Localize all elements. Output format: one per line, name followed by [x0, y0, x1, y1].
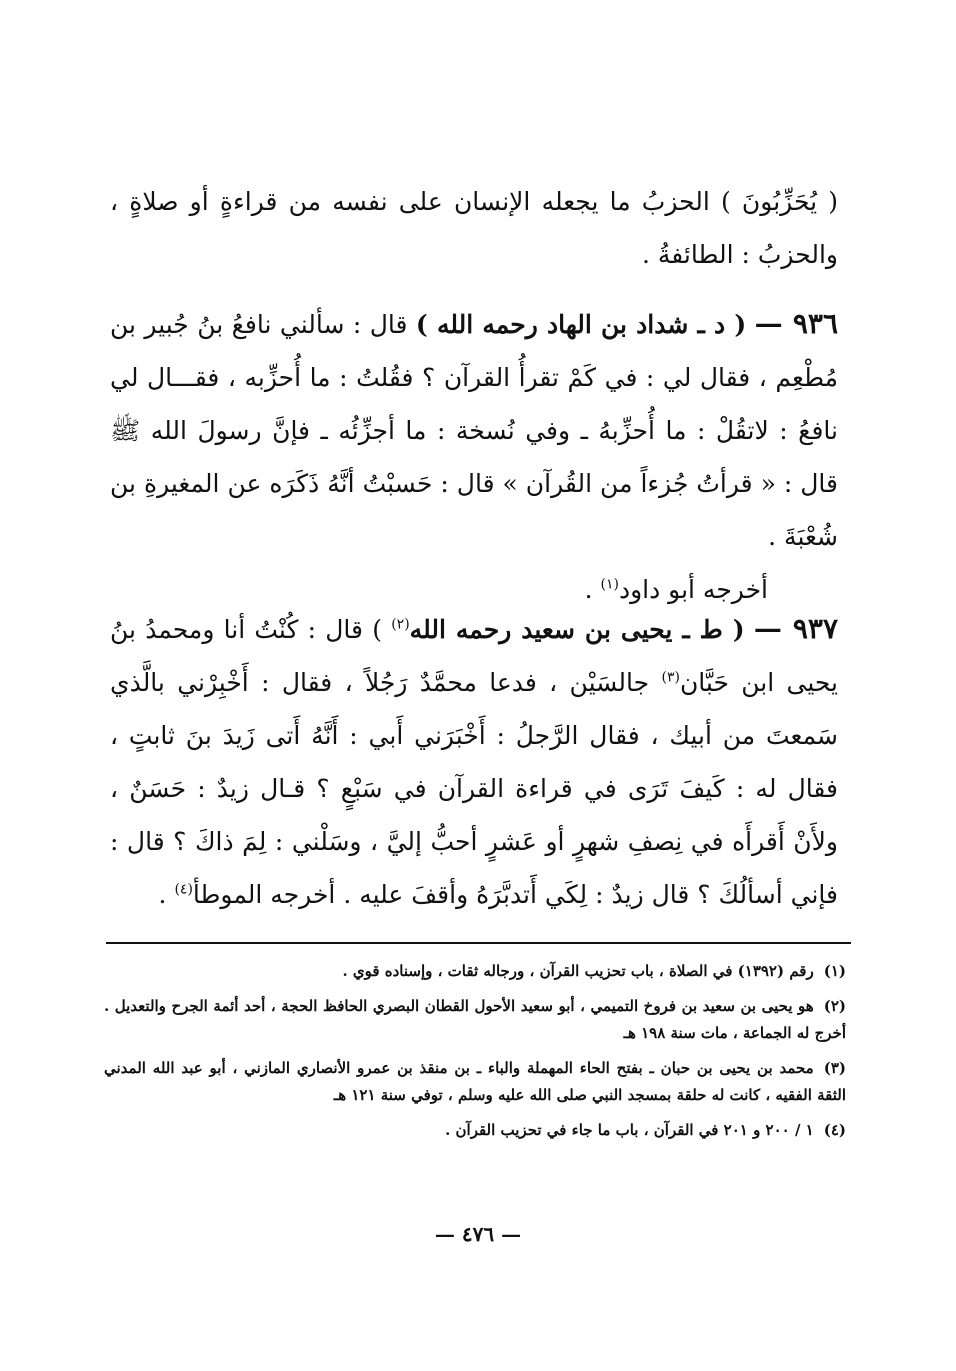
page-number: — ٤٧٦ — [434, 1222, 522, 1246]
hadith-936-source-text: أخرجه أبو داود [618, 575, 768, 604]
hadith-937-source-text: أخرجه الموطأ [192, 880, 336, 909]
footnote-1 [104, 958, 846, 985]
footnote-3-text: محمد بن يحيى بن حبان ـ بفتح الحاء المهملة والباء ـ بن منقذ بن عمرو الأنصاري المازني ، أبو عبد الله المدني الثقة الفقيه ، كانت له حلقة بمسجد النبي صلى الله عليه وسلم ، توفي سنة ١٢١ هـ [104, 1059, 846, 1104]
footnote-divider [106, 942, 851, 944]
footnote-ref-2: (٢) [391, 616, 410, 633]
hadith-937-text-a: ) قال : كُنْتُ أنا ومحمدُ بنُ يحيى ابن حَبَّان [110, 615, 838, 697]
footnotes [104, 958, 846, 1152]
footnote-ref-1: (١) [600, 576, 619, 593]
footnote-3-number: (٣) [823, 1059, 846, 1077]
hadith-937-narrator: ( ط ـ يحيى بن سعيد رحمه الله [409, 615, 745, 644]
hadith-937: ٩٣٧ — ( ط ـ يحيى بن سعيد رحمه الله$^{(٢)}$ ) قال : كُنْتُ أنا ومحمدُ بنُ يحيى ابن حَبَّان$^{(٣)}$ جالسَيْن ، فدعا محمَّدٌ رَجُلاً ، فقال : أَخْبِرْني بالَّذي سَمعتَ من أبيك ، فقال الرَّجلُ : أَخْبَرَني أَبي : أَنَّهُ أَتى زَيدَ بنَ ثابتٍ ، فقال له : كَيفَ تَرَى في قراءة القرآن في سَبْعٍ ؟ قـال زيدٌ : حَسَنٌ ، ولأَنْ أَقرأَه في نِصفِ شهرٍ أو عَشرٍ أحبُّ إليَّ ، وسَلْني : لِمَ ذاكَ ؟ قال : فإني أسألُكَ ؟ قال زيدٌ : لِكَي أَتدبَّرَهُ وأقفَ عليه . أخرجه الموطأ$^{(٤)}$ . [110, 612, 838, 909]
footnote-3 [104, 1055, 846, 1109]
footnote-ref-4: (٤) [174, 881, 193, 898]
footnote-2 [104, 993, 846, 1047]
footnote-4-text: ١ / ٢٠٠ و ٢٠١ في القرآن ، باب ما جاء في تحزيب القرآن . [445, 1121, 814, 1139]
hadith-937-text-b: جالسَيْن ، فدعا محمَّدٌ رَجُلاً ، فقال : أَخْبِرْني بالَّذي سَمعتَ من أبيك ، فقال الرَّجلُ : أَخْبَرَني أَبي : أَنَّهُ أَتى زَيدَ بنَ ثابتٍ ، فقال له : كَيفَ تَرَى في قراءة القرآن في سَبْعٍ ؟ قـال زيدٌ : حَسَنٌ ، ولأَنْ أَقرأَه في نِصفِ شهرٍ أو عَشرٍ أحبُّ إليَّ ، وسَلْني : لِمَ ذاكَ ؟ قال : فإني أسألُكَ ؟ قال زيدٌ : لِكَي أَتدبَّرَهُ وأقفَ عليه . [110, 668, 838, 909]
footnote-4-number: (٤) [823, 1121, 846, 1139]
hadith-936-number: ٩٣٦ — [754, 307, 838, 340]
footnote-2-number: (٢) [823, 997, 846, 1015]
footnote-1-number: (١) [823, 962, 846, 980]
footnote-4 [104, 1117, 846, 1144]
hadith-936 [110, 297, 838, 616]
hadith-936-source: أخرجه أبو داود$^{(١)}$ . [584, 575, 768, 604]
footnote-2-text: هو يحيى بن سعيد بن فروخ التميمي ، أبو سعيد الأحول القطان البصري الحافظ الحجة ، أحد أئمة الجرح والتعديل . أخرج له الجماعة ، مات سنة ١٩٨ هـ [104, 997, 846, 1042]
footnote-ref-3: (٣) [661, 669, 680, 686]
intro-paragraph: ( يُحَزِّبُونَ ) الحزبُ ما يجعله الإنسان على نفسه من قراءةٍ أو صلاةٍ ، والحزبُ : الطائفةُ . [110, 187, 838, 269]
hadith-936-narrator: ( د ـ شداد بن الهاد رحمه الله ) [415, 310, 747, 339]
footnote-1-text: رقم (١٣٩٢) في الصلاة ، باب تحزيب القرآن ، ورجاله ثقات ، وإسناده قوي . [342, 962, 814, 980]
hadith-937-number: ٩٣٧ — [753, 612, 838, 645]
hadith-936-text: قال : سألني نافعُ بنُ جُبير بن مُطْعِم ، فقال لي : في كَمْ تقرأُ القرآن ؟ فقُلتُ : ما أُحزِّبه ، فقـــال لي نافعُ : لاتقُلْ : ما أُحزِّبهُ ـ وفي نُسخة : ما أجزِّئُه ـ فإنَّ رسولَ الله ﷺ قال : « قرأتُ جُزءاً من القُرآن » قال : حَسبْتُ أنَّهُ ذَكَرَه عن المغيرةِ بن شُعْبَةَ . [110, 310, 838, 551]
